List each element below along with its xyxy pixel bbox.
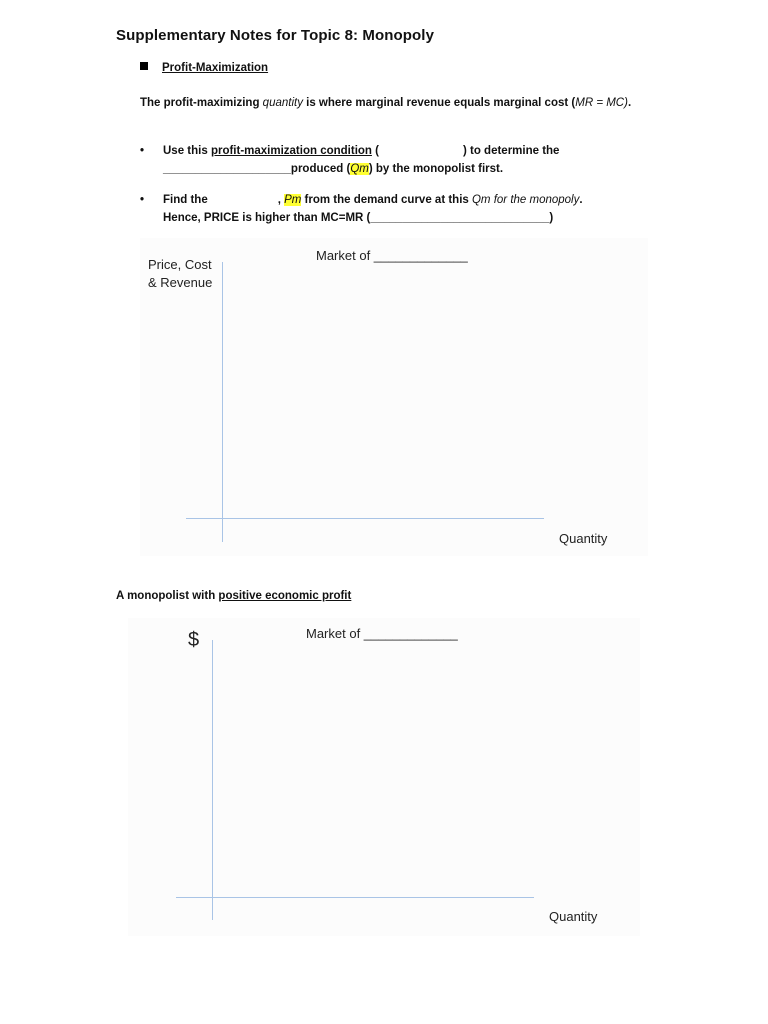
intro-part3: . (627, 97, 632, 109)
bullet-item-2 (140, 191, 640, 227)
intro-italic-mr-mc: MR = MC) (575, 97, 628, 109)
bullet-2-italic: Qm for the monopoly (471, 194, 580, 206)
bullet-2-find: Find the (163, 194, 208, 206)
bullet-2-period: . (579, 194, 583, 206)
graph-1-y-label-line2: & Revenue (148, 275, 213, 290)
bullet-1-end: ) by the monopolist first. (368, 163, 504, 175)
profit-max-condition-text: profit-maximization condition (210, 145, 372, 157)
intro-paragraph (140, 94, 640, 112)
caption-emphasis: positive economic profit (218, 590, 352, 602)
graph-2-title: Market of _____________ (306, 626, 458, 641)
graph-1-y-axis (222, 262, 223, 542)
highlight-pm: Pm (284, 194, 302, 206)
bullet-1-text (163, 142, 643, 178)
intro-italic-quantity: quantity (262, 97, 303, 109)
caption-text: A monopolist with (116, 590, 219, 602)
section-heading (140, 62, 268, 74)
section-heading-label: Profit-Maximization (162, 62, 269, 74)
graph-2-x-axis (176, 897, 534, 898)
bullet-1-text-a: Use this (163, 145, 211, 157)
intro-part1: The profit-maximizing (140, 97, 263, 109)
bullet-dot-icon: • (140, 145, 145, 157)
bullet-2-line2: Hence, PRICE is higher than MC=MR (____________________________) (163, 212, 554, 224)
highlight-qm: Qm (350, 163, 369, 175)
bullet-2-text (163, 191, 643, 227)
bullet-1-open-paren: ( (371, 145, 379, 157)
page-title: Supplementary Notes for Topic 8: Monopoly (116, 27, 435, 44)
fill-in-blank: ____________________ (163, 163, 291, 175)
graph-2-x-label: Quantity (549, 909, 598, 924)
graph-2-caption (116, 590, 351, 602)
bullet-1-text-c: ) to determine the (462, 145, 560, 157)
bullet-2-text-c: from the demand curve at this (301, 194, 472, 206)
bullet-1-produced: produced ( (290, 163, 351, 175)
graph-1-x-axis (186, 518, 544, 519)
graph-1-y-label-line1: Price, Cost (148, 257, 212, 272)
bullet-2-comma: , (277, 194, 285, 206)
intro-part2: is where marginal revenue equals marginal cost ( (302, 97, 576, 109)
graph-1-x-label: Quantity (559, 531, 608, 546)
graph-1-title: Market of _____________ (316, 248, 468, 263)
square-bullet-icon (140, 62, 148, 70)
graph-2-y-label: $ (188, 629, 200, 651)
bullet-item-1 (140, 142, 640, 178)
graph-2 (128, 618, 640, 936)
graph-2-y-axis (212, 640, 213, 920)
bullet-dot-icon: • (140, 194, 145, 206)
graph-1 (140, 238, 648, 556)
